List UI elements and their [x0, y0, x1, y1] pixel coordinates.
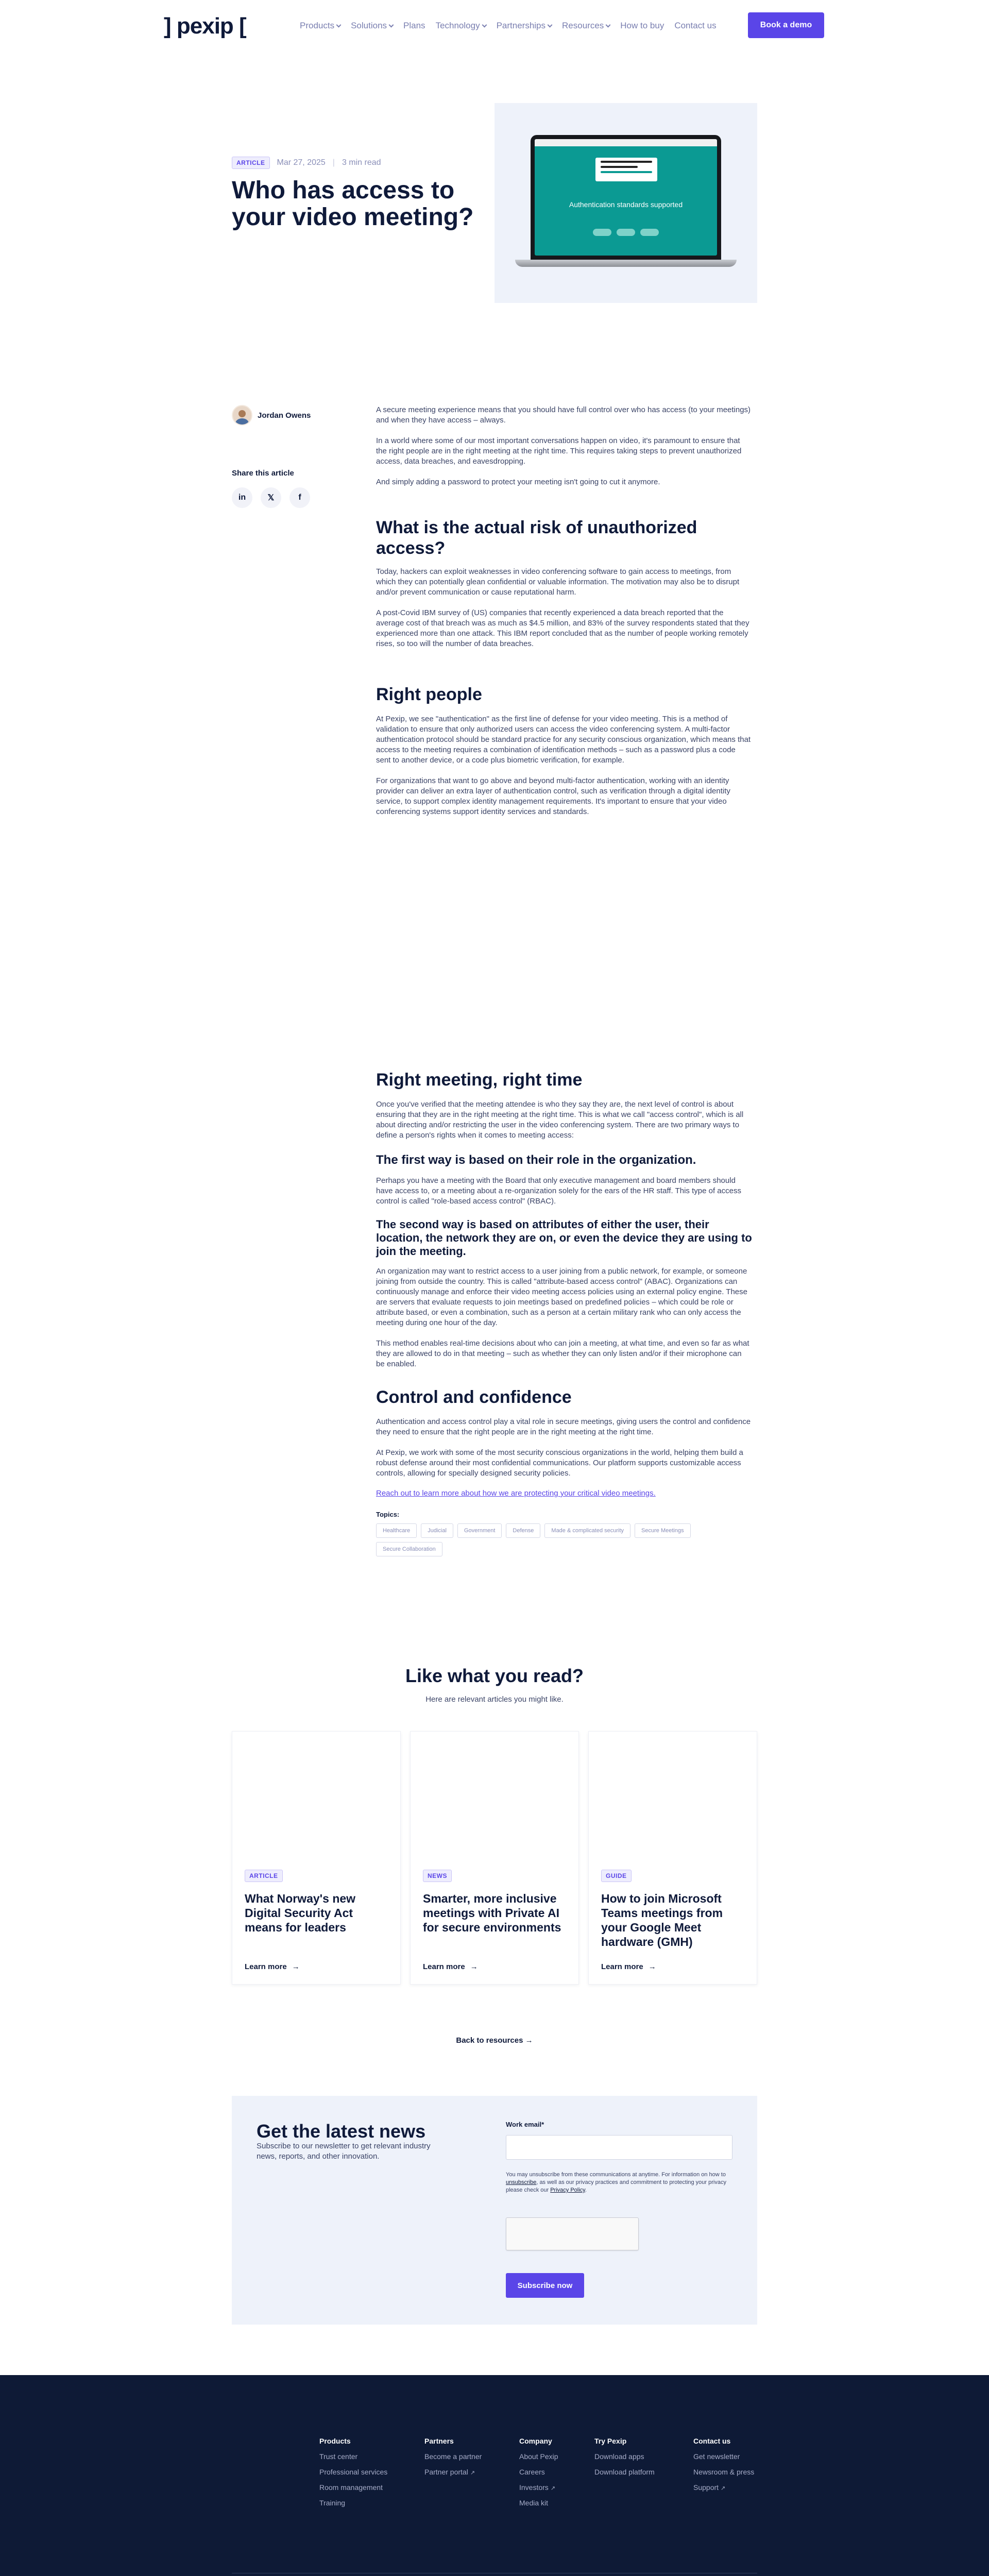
section-heading: Right meeting, right time — [376, 1070, 583, 1090]
related-heading: Like what you read? — [405, 1665, 584, 1686]
section-heading: What is the actual risk of unauthorized access? — [376, 518, 697, 558]
footer-link[interactable]: Careers — [519, 2468, 545, 2476]
newsletter-title: Get the latest news — [257, 2121, 426, 2142]
footer-link[interactable]: Download apps — [594, 2452, 644, 2461]
section-risk — [376, 517, 752, 649]
footer-link[interactable]: Partner portal ↗ — [424, 2468, 475, 2476]
newsletter-subtitle: Subscribe to our newsletter to get relevant industry news, reports, and other innovation. — [257, 2142, 431, 2161]
topic-chips — [376, 1523, 752, 1556]
chevron-down-icon — [548, 22, 553, 27]
external-link-icon: ↗ — [721, 2485, 726, 2492]
topic-chip[interactable]: Government — [457, 1523, 502, 1538]
captcha-widget[interactable] — [506, 2217, 639, 2250]
card-title: Smarter, more inclusive meetings with Private AI for secure environments — [423, 1892, 561, 1934]
learn-more-link[interactable]: Learn more → — [601, 1962, 656, 1971]
paragraph: At Pexip, we see "authentication" as the first line of defense for your video meeting. This is a method of validation to ensure that only authorized users can access the video conferencing system. A multi-factor authentication protocol should be standard practice for any security conscious organization, which means that access to the meeting requires a combination of identification methods – such as a password plus a code sent to another device, or a code plus biometric verification, for example. — [376, 715, 751, 765]
footer-link[interactable]: Get newsletter — [693, 2452, 740, 2461]
read-time: 3 min read — [342, 158, 381, 167]
back-to-resources-link[interactable]: Back to resources → — [456, 2036, 533, 2045]
nav-item-partnerships[interactable]: Partnerships — [497, 21, 552, 31]
work-email-field[interactable] — [506, 2135, 732, 2160]
twitter-icon[interactable]: 𝕏 — [261, 487, 281, 508]
hero-image — [494, 103, 757, 303]
footer-link[interactable]: Investors ↗ — [519, 2483, 556, 2492]
footer-column-heading: Company — [519, 2437, 552, 2445]
topic-chip[interactable]: Healthcare — [376, 1523, 417, 1538]
author-name: Jordan Owens — [258, 411, 311, 420]
nav-item-contact-us[interactable]: Contact us — [674, 21, 717, 30]
footer-column-heading: Partners — [424, 2437, 454, 2445]
card-badge: GUIDE — [601, 1870, 632, 1882]
paragraph: And simply adding a password to protect your meeting isn't going to cut it anymore. — [376, 478, 660, 486]
arrow-right-icon: → — [525, 2036, 533, 2045]
related-card[interactable] — [232, 1731, 401, 1985]
paragraph: Today, hackers can exploit weaknesses in video conferencing software to gain access to meetings, from which they can potentially glean confidential or valuable information. The motivation may also be to disrupt and/or prevent communication or cause reputational harm. — [376, 567, 740, 597]
section-right-meeting — [376, 1070, 752, 1556]
footer-link[interactable]: Training — [319, 2499, 346, 2507]
main-nav — [300, 21, 717, 31]
arrow-right-icon: → — [292, 1962, 300, 1971]
paragraph: At Pexip, we work with some of the most security conscious organizations in the world, helping them build a robust defense around their most confidential communications. Our platform supports customizable access controls, allowing for specially designed security policies. — [376, 1448, 743, 1478]
footer-column — [519, 2437, 558, 2514]
chevron-down-icon — [606, 22, 611, 27]
privacy-policy-link[interactable]: Privacy Policy — [550, 2187, 585, 2193]
paragraph: Once you've verified that the meeting attendee is who they say they are, the next level of control is about ensuring that they are in the right meeting at the right time. This is what we call "access control", which is all about directing and/or restricting the user in the video conferencing system. There are two primary ways to define a person's rights when it comes to meeting access: — [376, 1100, 744, 1140]
paragraph: Perhaps you have a meeting with the Board that only executive management and board members should have access to, or a meeting about a re-organization solely for the ears of the HR staff. This type of access control is called "role-based access control" (RBAC). — [376, 1176, 741, 1206]
footer-column — [594, 2437, 655, 2483]
chevron-down-icon — [336, 22, 342, 27]
nav-item-products[interactable]: Products — [300, 21, 340, 31]
paragraph: An organization may want to restrict access to a user joining from a public network, for example, or someone joining from outside the country. This is called "attribute-based access control" (ABAC). Organizations can continuously manage and enforce their video meeting access policies using an external policy engine. These are servers that evaluate requests to join meetings based on predefined policies – which could be role or attribute based, or even a combination, such as a person at a certain military rank who can only access the meeting during one hour of the day. — [376, 1267, 747, 1327]
topic-chip[interactable]: Made & complicated security — [544, 1523, 630, 1538]
share-label: Share this article — [232, 469, 294, 478]
card-badge: NEWS — [423, 1870, 452, 1882]
hero-image-caption: Authentication standards supported — [569, 200, 683, 209]
card-badge: ARTICLE — [245, 1870, 283, 1882]
privacy-note: You may unsubscribe from these communications at anytime. For information on how to unsubscribe, as well as our privacy practices and commitment to protecting your privacy please check our Privacy Policy. — [506, 2172, 726, 2193]
related-card[interactable] — [410, 1731, 579, 1985]
section-right-people — [376, 684, 752, 817]
footer-column-heading: Contact us — [693, 2437, 731, 2445]
site-header — [0, 0, 989, 52]
topic-chip[interactable]: Secure Collaboration — [376, 1542, 442, 1556]
footer-link[interactable]: Support ↗ — [693, 2483, 726, 2492]
section-heading: Control and confidence — [376, 1387, 572, 1407]
subsection-heading: The first way is based on their role in the organization. — [376, 1153, 696, 1167]
paragraph: This method enables real-time decisions about who can join a meeting, at what time, and even so far as what they are allowed to do in that meeting – such as whether they can only listen and/or if their microphone can be enabled. — [376, 1339, 749, 1368]
footer-column — [319, 2437, 387, 2514]
footer-column-heading: Try Pexip — [594, 2437, 627, 2445]
footer-link[interactable]: Media kit — [519, 2499, 549, 2507]
chevron-down-icon — [389, 22, 394, 27]
pexip-logo[interactable]: ] pexip [ — [164, 13, 246, 39]
footer-link[interactable]: About Pexip — [519, 2452, 558, 2461]
facebook-icon[interactable]: f — [289, 487, 310, 508]
related-card[interactable] — [588, 1731, 757, 1985]
chevron-down-icon — [482, 22, 487, 27]
topic-chip[interactable]: Secure Meetings — [635, 1523, 691, 1538]
author-byline — [232, 405, 311, 426]
subscribe-button[interactable]: Subscribe now — [506, 2273, 584, 2298]
topics-label: Topics: — [376, 1511, 400, 1518]
page-title: Who has access to your video meeting? — [232, 177, 474, 231]
contact-link[interactable]: Reach out to learn more about how we are protecting your critical video meetings. — [376, 1489, 656, 1498]
paragraph: A secure meeting experience means that you should have full control over who has access (to your meetings) and when they have access – always. — [376, 405, 751, 425]
site-footer — [0, 2375, 989, 2576]
arrow-right-icon: → — [648, 1962, 656, 1971]
linkedin-icon[interactable]: in — [232, 487, 252, 508]
nav-item-resources[interactable]: Resources — [562, 21, 610, 31]
nav-item-plans[interactable]: Plans — [403, 21, 425, 30]
nav-item-how-to-buy[interactable]: How to buy — [620, 21, 664, 30]
footer-link[interactable]: Trust center — [319, 2452, 358, 2461]
learn-more-link[interactable]: Learn more → — [423, 1962, 478, 1971]
laptop-illustration — [531, 135, 721, 260]
article-type-badge: ARTICLE — [232, 157, 270, 169]
card-title: How to join Microsoft Teams meetings from your Google Meet hardware (GMH) — [601, 1892, 723, 1948]
section-heading: Right people — [376, 685, 482, 704]
footer-link[interactable]: Become a partner — [424, 2452, 482, 2461]
paragraph: In a world where some of our most important conversations happen on video, it's paramount to ensure that the right people are in the right meeting at the right time. This requires taking steps to prevent unauthorized access, data breaches, and eavesdropping. — [376, 436, 742, 466]
external-link-icon: ↗ — [470, 2470, 475, 2476]
card-title: What Norway's new Digital Security Act means for leaders — [245, 1892, 356, 1934]
subsection-heading: The second way is based on attributes of either the user, their location, the network they are on, or even the device they are using to join the meeting. — [376, 1218, 752, 1258]
meta-separator: | — [332, 158, 335, 167]
footer-link[interactable]: Download platform — [594, 2468, 655, 2476]
footer-link[interactable]: Room management — [319, 2483, 383, 2492]
article-intro — [376, 405, 752, 487]
topic-chip[interactable]: Judicial — [421, 1523, 453, 1538]
paragraph: A post-Covid IBM survey of (US) companies that recently experienced a data breach reported that the average cost of that breach was as much as $4.5 million, and 83% of the survey respondents stated that they experienced more than one attack. This IBM report concluded that as the number of people working remotely rises, so too will the number of data breaches. — [376, 608, 749, 648]
article-meta — [232, 157, 381, 169]
footer-column — [424, 2437, 482, 2483]
nav-item-solutions[interactable]: Solutions — [351, 21, 393, 31]
share-buttons — [232, 487, 310, 508]
author-avatar — [232, 405, 252, 426]
email-label: Work email* — [506, 2121, 544, 2128]
related-subheading: Here are relevant articles you might like. — [425, 1695, 564, 1704]
article-date: Mar 27, 2025 — [277, 158, 326, 167]
learn-more-link[interactable]: Learn more → — [245, 1962, 300, 1971]
external-link-icon: ↗ — [550, 2485, 556, 2492]
footer-link[interactable]: Professional services — [319, 2468, 388, 2476]
footer-column — [693, 2437, 754, 2499]
paragraph: For organizations that want to go above and beyond multi-factor authentication, working with an identity provider can deliver an extra layer of authentication control, such as verification through a digital identity service, to support complex identity management requirements. It's important to ensure that your video conferencing systems support identity services and standards. — [376, 776, 730, 816]
arrow-right-icon: → — [470, 1962, 478, 1971]
book-demo-button[interactable]: Book a demo — [748, 12, 824, 38]
nav-item-technology[interactable]: Technology — [436, 21, 486, 31]
topic-chip[interactable]: Defense — [506, 1523, 540, 1538]
paragraph: Authentication and access control play a vital role in secure meetings, giving users the control and confidence they need to ensure that the right people are in the right meeting at the right time. — [376, 1417, 751, 1436]
footer-link[interactable]: Newsroom & press — [693, 2468, 755, 2476]
newsletter-section — [232, 2096, 757, 2325]
unsubscribe-link[interactable]: unsubscribe — [506, 2179, 537, 2185]
footer-column-heading: Products — [319, 2437, 351, 2445]
